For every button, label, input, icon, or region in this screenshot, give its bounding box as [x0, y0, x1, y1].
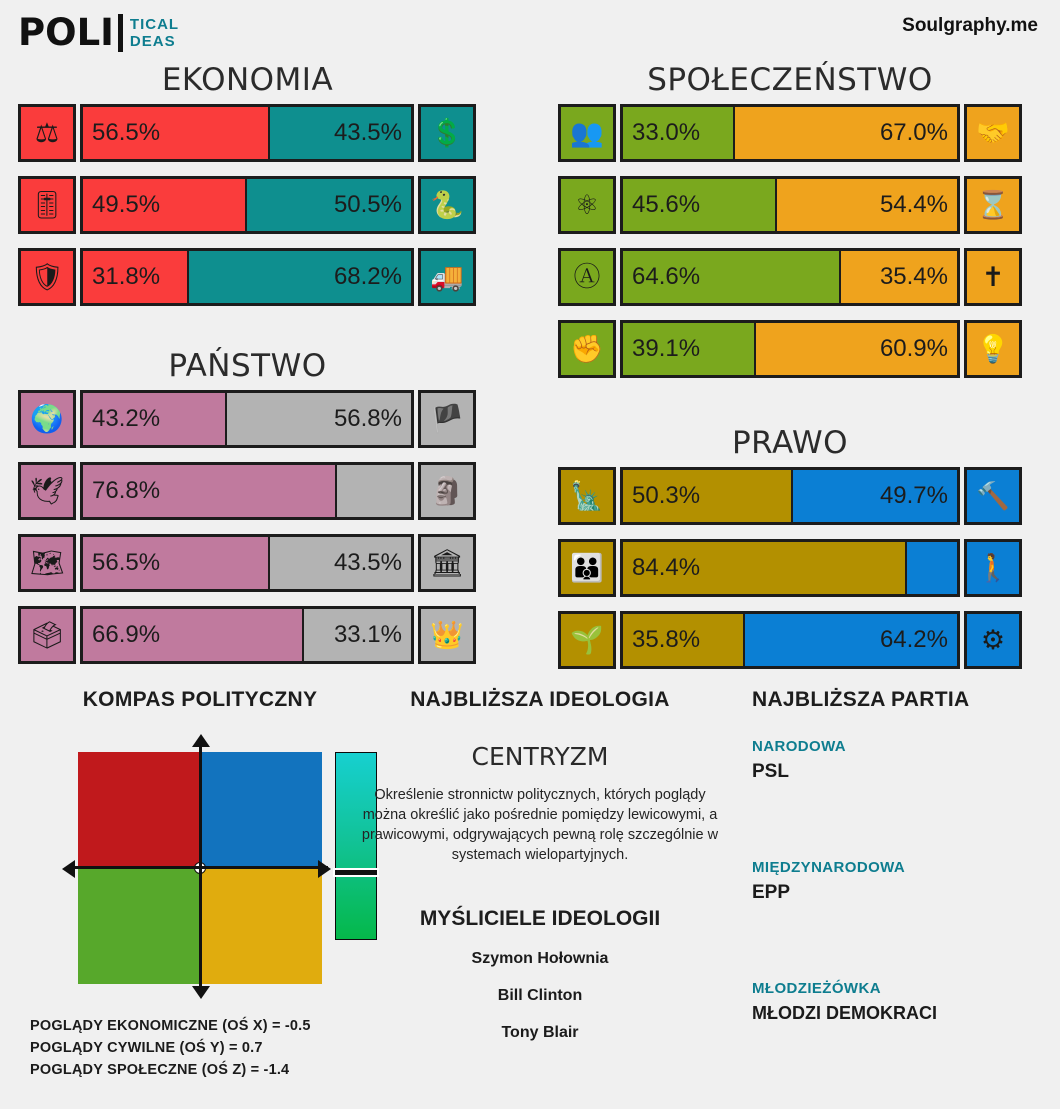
bar-track — [620, 248, 960, 306]
section-bars-prawo — [558, 467, 1022, 683]
bar-value-right: 43.5% — [333, 549, 402, 576]
axis-arrow-down-icon — [192, 986, 210, 999]
bar-track — [620, 539, 960, 597]
flag-icon: 🏴 — [418, 390, 476, 448]
bar-segment-right — [777, 179, 957, 231]
lightbulb-icon: 💡 — [964, 320, 1022, 378]
section-bars-panstwo — [18, 390, 476, 678]
bar-row — [18, 104, 476, 162]
axis-arrow-right-icon — [318, 860, 331, 878]
bar-segment-right — [735, 107, 957, 159]
logo-divider — [118, 14, 123, 52]
bar-value-left: 66.9% — [92, 621, 161, 648]
bar-segment-right — [907, 542, 957, 594]
bar-segment-left — [623, 614, 743, 666]
bar-row — [558, 248, 1022, 306]
shield-icon: 🛡 — [18, 248, 76, 306]
section-title-spoleczenstwo: SPOŁECZEŃSTWO — [647, 62, 933, 98]
bar-value-right: 50.5% — [333, 191, 402, 218]
statue-of-liberty-icon: 🗽 — [558, 467, 616, 525]
bar-value-left: 56.5% — [92, 119, 161, 146]
bank-icon: 🏛 — [418, 534, 476, 592]
quadrant-top-right — [200, 752, 322, 868]
atom-icon: ⚛ — [558, 176, 616, 234]
bar-track — [80, 176, 414, 234]
bar-row — [558, 320, 1022, 378]
bar-value-right: 33.1% — [333, 621, 402, 648]
bar-segment-left — [623, 470, 791, 522]
bar-segment-left — [83, 465, 335, 517]
delivery-truck-icon: 🚚 — [418, 248, 476, 306]
party-kind-label: MIĘDZYNARODOWA — [752, 859, 906, 876]
compass-stat-x: POGLĄDY EKONOMICZNE (OŚ X) = -0.5 — [30, 1018, 311, 1034]
bar-value-left: 35.8% — [632, 626, 701, 653]
bar-track — [80, 462, 414, 520]
bar-value-right: 43.5% — [333, 119, 402, 146]
section-title-panstwo: PAŃSTWO — [168, 348, 327, 384]
crowd-protest-icon: 👥 — [558, 104, 616, 162]
gavel-icon: 🔨 — [964, 467, 1022, 525]
bar-track — [80, 606, 414, 664]
compass-graphic — [30, 740, 370, 1010]
bar-value-right: 68.2% — [333, 263, 402, 290]
bar-row — [18, 390, 476, 448]
bar-segment-right — [337, 465, 411, 517]
bar-segment-right — [841, 251, 957, 303]
section-title-ekonomia: EKONOMIA — [161, 62, 334, 98]
bar-track — [80, 248, 414, 306]
globe-icon: 🌍 — [18, 390, 76, 448]
bottom-panels — [0, 688, 1060, 1109]
ideology-description: Określenie stronnictw politycznych, których poglądy można określić jako pośrednie pomiędzy lewicowymi, a prawicowymi, odgrywających pewną rolę szczególnie w systemach wielopartyjnych. — [361, 787, 719, 863]
cross-icon: ✝ — [964, 248, 1022, 306]
dove-icon: 🕊 — [18, 462, 76, 520]
hourglass-icon: ⌛ — [964, 176, 1022, 234]
bar-row — [558, 176, 1022, 234]
logo-text-poli: POLI — [18, 11, 114, 54]
thinker-name: Bill Clinton — [497, 987, 583, 1004]
handshake-icon: 🤝 — [964, 104, 1022, 162]
bar-track — [80, 104, 414, 162]
party-group-international — [752, 859, 1052, 904]
bar-segment-left — [83, 179, 245, 231]
compass-stat-y: POGLĄDY CYWILNE (OŚ Y) = 0.7 — [30, 1040, 263, 1056]
bar-segment-left — [623, 323, 754, 375]
bar-value-left: 64.6% — [632, 263, 701, 290]
bar-segment-left — [83, 251, 187, 303]
bar-value-left: 45.6% — [632, 191, 701, 218]
bar-row — [18, 606, 476, 664]
arrest-icon: 🚶 — [964, 539, 1022, 597]
bar-segment-left — [623, 107, 733, 159]
sliders-icon: 🎚 — [18, 176, 76, 234]
bar-track — [620, 104, 960, 162]
bar-value-left: 39.1% — [632, 335, 701, 362]
section-title-prawo: PRAWO — [731, 425, 849, 461]
party-name: EPP — [752, 882, 791, 903]
bar-track — [620, 467, 960, 525]
bar-segment-left — [83, 609, 302, 661]
bar-value-left: 49.5% — [92, 191, 161, 218]
bar-segment-right — [793, 470, 957, 522]
bar-segment-left — [623, 542, 905, 594]
logo-text-deas: DEAS — [129, 33, 176, 50]
bar-value-left: 43.2% — [92, 405, 161, 432]
dollar-icon: 💲 — [418, 104, 476, 162]
bar-value-left: 50.3% — [632, 482, 701, 509]
ideology-title: NAJBLIŻSZA IDEOLOGIA — [410, 688, 670, 711]
bar-row — [558, 104, 1022, 162]
quadrant-bottom-left — [78, 868, 200, 984]
quadrant-top-left — [78, 752, 200, 868]
bar-segment-right — [270, 107, 411, 159]
party-kind-label: MŁODZIEŻÓWKA — [752, 980, 881, 997]
logo-text-tical: TICAL — [129, 16, 180, 33]
bar-segment-right — [227, 393, 411, 445]
bar-row — [18, 462, 476, 520]
bar-value-right: 35.4% — [879, 263, 948, 290]
thinker-name: Tony Blair — [501, 1024, 579, 1041]
bar-row — [558, 611, 1022, 669]
bar-row — [18, 248, 476, 306]
bar-value-right: 60.9% — [879, 335, 948, 362]
axis-arrow-left-icon — [62, 860, 75, 878]
scales-icon: ⚖ — [18, 104, 76, 162]
map-usa-icon: 🗺 — [18, 534, 76, 592]
quadrant-bottom-right — [200, 868, 322, 984]
party-name: MŁODZI DEMOKRACI — [752, 1003, 937, 1023]
bar-track — [80, 534, 414, 592]
bar-track — [80, 390, 414, 448]
political-compass-panel — [30, 688, 370, 1084]
bar-value-right: 56.8% — [333, 405, 402, 432]
ideology-name: CENTRYZM — [471, 742, 609, 771]
bar-segment-left — [83, 393, 225, 445]
bar-segment-left — [83, 537, 268, 589]
bar-value-left: 56.5% — [92, 549, 161, 576]
thinker-name: Szymon Hołownia — [471, 950, 609, 967]
ideology-panel — [352, 688, 728, 1042]
bar-value-right: 64.2% — [879, 626, 948, 653]
bar-value-right: 54.4% — [879, 191, 948, 218]
bar-segment-right — [189, 251, 411, 303]
compass-title: KOMPAS POLITYCZNY — [82, 688, 318, 711]
logo — [18, 11, 180, 54]
soldier-icon: 🗿 — [418, 462, 476, 520]
bar-track — [620, 611, 960, 669]
bar-value-right: 49.7% — [879, 482, 948, 509]
party-group-youth — [752, 980, 1052, 1024]
compass-axis-horizontal — [72, 866, 328, 869]
people-group-icon: 👪 — [558, 539, 616, 597]
compass-axis-vertical — [199, 742, 202, 996]
bar-segment-right — [756, 323, 957, 375]
bar-value-right: 67.0% — [879, 119, 948, 146]
bar-track — [620, 176, 960, 234]
compass-stat-z: POGLĄDY SPOŁECZNE (OŚ Z) = -1.4 — [30, 1062, 290, 1078]
crown-icon: 👑 — [418, 606, 476, 664]
gears-icon: ⚙ — [964, 611, 1022, 669]
party-title: NAJBLIŻSZA PARTIA — [752, 688, 970, 711]
section-bars-spoleczenstwo — [558, 104, 1022, 392]
bar-segment-left — [623, 251, 839, 303]
atheism-icon: Ⓐ — [558, 248, 616, 306]
bar-segment-right — [745, 614, 957, 666]
snake-icon: 🐍 — [418, 176, 476, 234]
thinkers-title: MYŚLICIELE IDEOLOGII — [419, 907, 661, 930]
compass-stats — [30, 1018, 370, 1078]
plant-hand-icon: 🌱 — [558, 611, 616, 669]
bar-value-left: 33.0% — [632, 119, 701, 146]
party-kind-label: NARODOWA — [752, 738, 847, 755]
bar-row — [558, 539, 1022, 597]
bar-segment-left — [623, 179, 775, 231]
brand-name: Soulgraphy.me — [902, 15, 1038, 36]
ballot-box-icon: 🗳 — [18, 606, 76, 664]
axis-arrow-up-icon — [192, 734, 210, 747]
bar-track — [620, 320, 960, 378]
party-panel — [752, 688, 1052, 1024]
raised-fist-icon: ✊ — [558, 320, 616, 378]
bar-segment-left — [83, 107, 268, 159]
bar-segment-right — [270, 537, 411, 589]
bar-row — [18, 176, 476, 234]
party-group-national — [752, 738, 1052, 783]
bar-value-left: 31.8% — [92, 263, 161, 290]
bar-value-left: 84.4% — [632, 554, 701, 581]
party-name: PSL — [752, 761, 789, 782]
section-bars-ekonomia — [18, 104, 476, 320]
bar-value-left: 76.8% — [92, 477, 161, 504]
bar-row — [18, 534, 476, 592]
bar-segment-right — [304, 609, 411, 661]
bar-row — [558, 467, 1022, 525]
bar-segment-right — [247, 179, 411, 231]
